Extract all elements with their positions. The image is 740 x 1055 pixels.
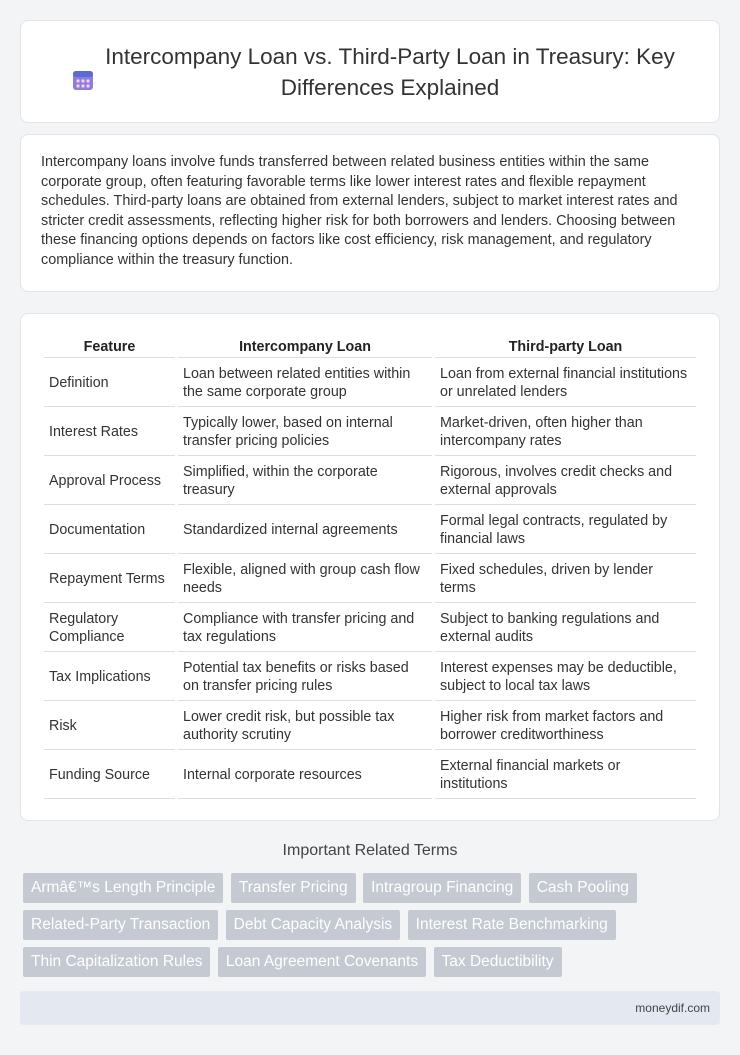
related-term-tag[interactable]: Transfer Pricing	[231, 873, 356, 903]
related-term-tag[interactable]: Related-Party Transaction	[23, 910, 218, 940]
comparison-table	[41, 334, 699, 801]
table-row	[44, 409, 696, 456]
table-row	[44, 507, 696, 554]
footer-bar	[20, 991, 720, 1025]
feature-cell: Risk	[44, 703, 175, 750]
table-row	[44, 360, 696, 407]
intro-card	[20, 134, 720, 292]
page-title: Intercompany Loan vs. Third-Party Loan in Treasury: Key Differences Explained	[105, 44, 675, 100]
feature-cell: Tax Implications	[44, 654, 175, 701]
site-credit[interactable]: moneydif.com	[635, 1001, 710, 1015]
header-intercompany-loan: Intercompany Loan	[178, 336, 432, 358]
feature-cell: Definition	[44, 360, 175, 407]
intercompany-cell: Simplified, within the corporate treasury	[178, 458, 432, 505]
third-party-cell: Fixed schedules, driven by lender terms	[435, 556, 696, 603]
third-party-cell: Higher risk from market factors and borrower creditworthiness	[435, 703, 696, 750]
third-party-cell: Interest expenses may be deductible, subject to local tax laws	[435, 654, 696, 701]
related-term-tag[interactable]: Interest Rate Benchmarking	[408, 910, 616, 940]
related-term-tag[interactable]: Debt Capacity Analysis	[226, 910, 401, 940]
intercompany-cell: Loan between related entities within the same corporate group	[178, 360, 432, 407]
feature-cell: Funding Source	[44, 752, 175, 799]
third-party-cell: Formal legal contracts, regulated by financial laws	[435, 507, 696, 554]
intercompany-cell: Typically lower, based on internal transfer pricing policies	[178, 409, 432, 456]
intercompany-cell: Flexible, aligned with group cash flow needs	[178, 556, 432, 603]
header-feature: Feature	[44, 336, 175, 358]
intercompany-cell: Compliance with transfer pricing and tax regulations	[178, 605, 432, 652]
third-party-cell: Subject to banking regulations and external audits	[435, 605, 696, 652]
header-third-party-loan: Third-party Loan	[435, 336, 696, 358]
related-term-tag[interactable]: Loan Agreement Covenants	[218, 947, 426, 977]
related-term-tag[interactable]: Cash Pooling	[529, 873, 637, 903]
related-term-tag[interactable]: Intragroup Financing	[363, 873, 521, 903]
table-row	[44, 605, 696, 652]
intercompany-cell: Internal corporate resources	[178, 752, 432, 799]
related-terms-heading: Important Related Terms	[282, 842, 458, 859]
table-row	[44, 752, 696, 799]
third-party-cell: Market-driven, often higher than intercompany rates	[435, 409, 696, 456]
table-header-row	[44, 336, 696, 358]
feature-cell: Regulatory Compliance	[44, 605, 175, 652]
third-party-cell: Rigorous, involves credit checks and external approvals	[435, 458, 696, 505]
comparison-card	[20, 313, 720, 821]
table-row	[44, 703, 696, 750]
title-card	[20, 20, 720, 123]
intercompany-cell: Lower credit risk, but possible tax authority scrutiny	[178, 703, 432, 750]
feature-cell: Approval Process	[44, 458, 175, 505]
feature-cell: Documentation	[44, 507, 175, 554]
third-party-cell: Loan from external financial institutions or unrelated lenders	[435, 360, 696, 407]
intro-paragraph: Intercompany loans involve funds transferred between related business entities within the same corporate group, often featuring favorable terms like lower interest rates and flexible repayment schedules. Third-party loans are obtained from external lenders, subject to market interest rates and stricter credit assessments, reflecting higher risk for both borrowers and lenders. Choosing between these financing options depends on factors like cost efficiency, risk management, and regulatory compliance within the treasury function.	[41, 154, 678, 268]
intercompany-cell: Standardized internal agreements	[178, 507, 432, 554]
related-terms-list	[23, 873, 713, 984]
intercompany-cell: Potential tax benefits or risks based on transfer pricing rules	[178, 654, 432, 701]
table-row	[44, 556, 696, 603]
table-row	[44, 654, 696, 701]
feature-cell: Repayment Terms	[44, 556, 175, 603]
feature-cell: Interest Rates	[44, 409, 175, 456]
related-term-tag[interactable]: Tax Deductibility	[434, 947, 562, 977]
related-term-tag[interactable]: Thin Capitalization Rules	[23, 947, 210, 977]
table-row	[44, 458, 696, 505]
third-party-cell: External financial markets or institutions	[435, 752, 696, 799]
related-term-tag[interactable]: Armâ€™s Length Principle	[23, 873, 223, 903]
